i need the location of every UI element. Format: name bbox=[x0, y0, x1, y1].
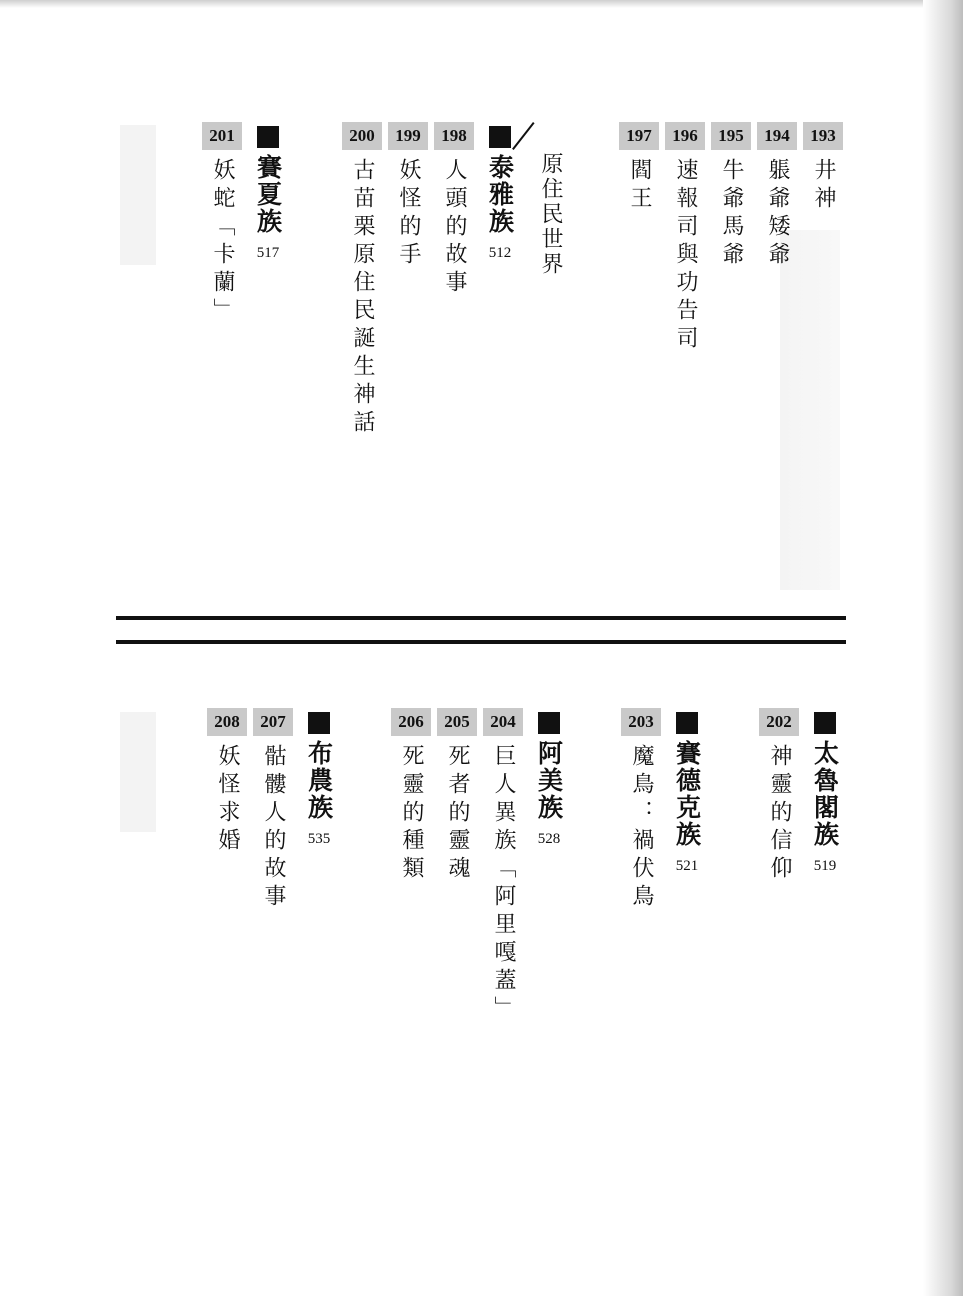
toc-entry[interactable] bbox=[200, 122, 244, 326]
black-square-icon bbox=[257, 126, 279, 148]
toc-entry[interactable] bbox=[251, 708, 295, 912]
entry-number: 202 bbox=[759, 708, 799, 736]
entry-title: 巨人異族「阿里嘎蓋」 bbox=[491, 744, 516, 1024]
toc-entry[interactable] bbox=[386, 122, 430, 270]
entry-title: 井神 bbox=[811, 158, 836, 214]
entry-title: 閻王 bbox=[627, 158, 652, 214]
tribe-name: 阿美族 bbox=[534, 740, 564, 821]
toc-entry[interactable] bbox=[663, 122, 707, 354]
entry-number: 200 bbox=[342, 122, 382, 150]
entry-number: 198 bbox=[434, 122, 474, 150]
black-square-icon bbox=[676, 712, 698, 734]
page-number: 512 bbox=[488, 245, 512, 261]
page-number: 528 bbox=[537, 831, 561, 847]
toc-entry[interactable] bbox=[755, 122, 799, 270]
show-through-block bbox=[780, 230, 840, 590]
entry-number: 196 bbox=[665, 122, 705, 150]
toc-entry[interactable] bbox=[435, 708, 479, 884]
toc-entry[interactable] bbox=[389, 708, 433, 884]
toc-entry[interactable] bbox=[205, 708, 249, 856]
entry-number: 194 bbox=[757, 122, 797, 150]
page-number: 535 bbox=[307, 831, 331, 847]
black-square-icon bbox=[814, 712, 836, 734]
page-number: 521 bbox=[675, 858, 699, 874]
page-number: 517 bbox=[256, 245, 280, 261]
entry-number: 199 bbox=[388, 122, 428, 150]
entry-title: 死靈的種類 bbox=[399, 744, 424, 884]
toc-entry[interactable] bbox=[481, 708, 525, 1024]
page-top-edge bbox=[0, 0, 963, 8]
tribe-heading[interactable] bbox=[665, 708, 709, 875]
section-heading bbox=[525, 122, 569, 282]
page-gutter-shadow bbox=[923, 0, 963, 1296]
section-divider-rule bbox=[116, 640, 846, 644]
entry-title: 妖怪求婚 bbox=[215, 744, 240, 856]
entry-number: 195 bbox=[711, 122, 751, 150]
entry-number: 193 bbox=[803, 122, 843, 150]
entry-title: 牛爺馬爺 bbox=[719, 158, 744, 270]
tribe-heading[interactable] bbox=[297, 708, 341, 848]
toc-entry[interactable] bbox=[757, 708, 801, 884]
entry-number: 197 bbox=[619, 122, 659, 150]
entry-number: 206 bbox=[391, 708, 431, 736]
entry-title: 魔鳥：禍伏鳥 bbox=[629, 744, 654, 912]
entry-title: 神靈的信仰 bbox=[767, 744, 792, 884]
black-square-icon bbox=[308, 712, 330, 734]
tribe-heading[interactable] bbox=[478, 122, 522, 262]
entry-title: 妖怪的手 bbox=[396, 158, 421, 270]
entry-number: 203 bbox=[621, 708, 661, 736]
toc-entry[interactable] bbox=[709, 122, 753, 270]
section-divider-rule bbox=[116, 616, 846, 620]
entry-number: 205 bbox=[437, 708, 477, 736]
toc-entry[interactable] bbox=[432, 122, 476, 298]
section-heading-text: 原住民世界 bbox=[538, 152, 563, 277]
entry-title: 死者的靈魂 bbox=[445, 744, 470, 884]
tribe-name: 太魯閣族 bbox=[810, 740, 840, 848]
tribe-name: 泰雅族 bbox=[485, 154, 515, 235]
black-square-icon bbox=[538, 712, 560, 734]
tribe-name: 布農族 bbox=[304, 740, 334, 821]
show-through-block bbox=[120, 125, 156, 265]
toc-entry[interactable] bbox=[801, 122, 845, 214]
entry-number: 208 bbox=[207, 708, 247, 736]
entry-title: 古苗栗原住民誕生神話 bbox=[350, 158, 375, 438]
entry-title: 人頭的故事 bbox=[442, 158, 467, 298]
entry-title: 躼爺矮爺 bbox=[765, 158, 790, 270]
tribe-name: 賽德克族 bbox=[672, 740, 702, 848]
tribe-heading[interactable] bbox=[246, 122, 290, 262]
page-number: 519 bbox=[813, 858, 837, 874]
toc-entry[interactable] bbox=[617, 122, 661, 214]
black-square-icon bbox=[489, 126, 511, 148]
toc-entry[interactable] bbox=[340, 122, 384, 438]
entry-title: 速報司與功告司 bbox=[673, 158, 698, 354]
entry-title: 妖蛇「卡蘭」 bbox=[210, 158, 235, 326]
entry-title: 骷髏人的故事 bbox=[261, 744, 286, 912]
entry-number: 207 bbox=[253, 708, 293, 736]
tribe-heading[interactable] bbox=[803, 708, 847, 875]
tribe-heading[interactable] bbox=[527, 708, 571, 848]
tribe-name: 賽夏族 bbox=[253, 154, 283, 235]
entry-number: 204 bbox=[483, 708, 523, 736]
toc-entry[interactable] bbox=[619, 708, 663, 912]
show-through-block bbox=[120, 712, 156, 832]
entry-number: 201 bbox=[202, 122, 242, 150]
